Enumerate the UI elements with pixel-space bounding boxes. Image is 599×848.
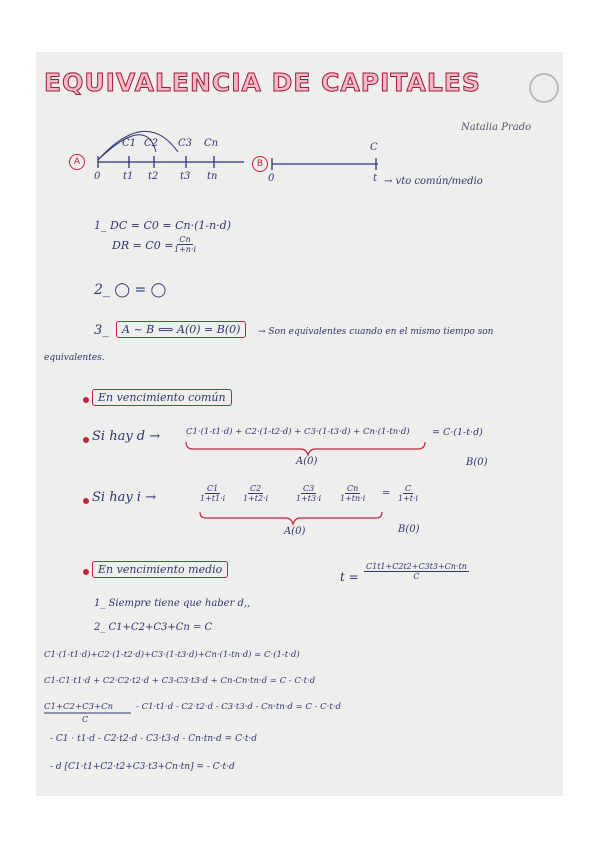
- b0-label-d: B(0): [466, 457, 488, 468]
- i-rhs-equals: =: [382, 488, 391, 499]
- time-tn: tn: [207, 171, 218, 182]
- medio-t-den: C: [413, 572, 420, 581]
- hay-d-expression: C1·(1-t1·d) + C2·(1-t2·d) + C3·(1-t3·d) + Cn·(1-tn·d): [186, 427, 410, 437]
- bullet-medio: [83, 569, 89, 575]
- diagram-a-label: A: [69, 154, 85, 170]
- i-frac3-den: 1+t3·i: [296, 494, 322, 503]
- item3-equivalence-box: A ~ B ⟺ A(0) = B(0): [116, 321, 246, 338]
- medio-t-fraction: [364, 562, 469, 581]
- medio-line7: - d [C1·t1+C2·t2+C3·t3+Cn·tn] = - C·t·d: [50, 762, 235, 772]
- time-t2: t2: [148, 171, 159, 182]
- a0-label-i: A(0): [284, 526, 306, 537]
- brace-a0-i: [200, 512, 382, 524]
- medio-line5-underlined: C1+C2+C3+Cn: [44, 702, 114, 712]
- item2: 2_ ◯ = ◯: [94, 282, 167, 298]
- capital-c1: C1: [122, 138, 137, 149]
- hay-d-rhs: = C·(1-t·d): [432, 427, 483, 438]
- i-fraction-3: [294, 484, 323, 503]
- i-frac3-num: C3: [302, 484, 315, 493]
- medio-t-num: C1t1+C2t2+C3t3+Cn·tn: [366, 562, 467, 571]
- i-fracn-den: 1+tn·i: [340, 494, 366, 503]
- section-vencimiento-comun: En vencimiento común: [92, 389, 232, 406]
- i-rhs-fraction: [396, 484, 420, 503]
- medio-step1: 1_ Siempre tiene que haber d,,: [94, 598, 251, 609]
- capital-cn: Cn: [204, 138, 219, 149]
- vto-note: → vto común/medio: [384, 176, 483, 187]
- i-frac2-den: 1+t2·i: [243, 494, 269, 503]
- i-frac1-num: C1: [206, 484, 219, 493]
- medio-line3: C1·(1-t1·d)+C2·(1-t2·d)+C3·(1-t3·d)+Cn·(1-tn·d) = C·(1-t·d): [44, 650, 300, 660]
- bullet-comun: [83, 397, 89, 403]
- time-b-t: t: [373, 173, 378, 184]
- page-title: EQUIVALENCIA DE CAPITALES: [44, 68, 481, 97]
- hay-i-prefix: Si hay i →: [92, 490, 156, 505]
- dr-denominator: 1+n·i: [174, 245, 197, 254]
- i-fraction-2: [241, 484, 270, 503]
- dr-numerator: Cn: [179, 235, 191, 244]
- hay-d-prefix: Si hay d →: [92, 429, 161, 444]
- i-rhs-num: C: [404, 484, 412, 493]
- section-vencimiento-medio: En vencimiento medio: [92, 561, 228, 578]
- item3-text: → Son equivalentes cuando en el mismo tiempo son: [258, 327, 494, 337]
- capital-c: C: [370, 142, 378, 153]
- bullet-hay-d: [83, 437, 89, 443]
- medio-step2: 2_ C1+C2+C3+Cn = C: [94, 622, 213, 633]
- item1-dc: 1_ DC = C0 = Cn·(1-n·d): [94, 219, 231, 232]
- medio-line4: C1-C1·t1·d + C2·C2·t2·d + C3-C3·t3·d + Cn-Cn·tn·d = C - C·t·d: [44, 676, 316, 686]
- corner-doodle: [530, 74, 558, 102]
- capital-c2: C2: [144, 138, 159, 149]
- medio-line5-c: C: [82, 715, 89, 724]
- time-b-0: 0: [268, 173, 275, 184]
- diagram-b-label: B: [252, 156, 268, 172]
- medio-line5-rest: - C1·t1·d - C2·t2·d - C3·t3·d - Cn·tn·d = C - C·t·d: [136, 702, 341, 712]
- time-t3: t3: [180, 171, 191, 182]
- b0-label-i: B(0): [398, 524, 420, 535]
- brace-a0-d: [186, 442, 425, 455]
- notebook-sheet: [36, 52, 563, 796]
- a0-label-d: A(0): [296, 456, 318, 467]
- medio-t-lhs: t =: [340, 570, 359, 584]
- bullet-hay-i: [83, 498, 89, 504]
- i-fraction-n: [338, 484, 367, 503]
- item3-prefix: 3_: [94, 323, 109, 338]
- i-frac1-den: 1+t1·i: [200, 494, 226, 503]
- i-fracn-num: Cn: [346, 484, 359, 493]
- i-frac2-num: C2: [249, 484, 262, 493]
- item1-dr-fraction: [172, 235, 198, 254]
- item3-text-cont: equivalentes.: [44, 353, 105, 363]
- time-0: 0: [94, 171, 101, 182]
- i-rhs-den: 1+t·i: [398, 494, 419, 503]
- author-signature: Natalia Prado: [461, 122, 532, 133]
- time-t1: t1: [123, 171, 134, 182]
- arc-a-1: [98, 131, 178, 160]
- i-fraction-1: [198, 484, 227, 503]
- capital-c3: C3: [178, 138, 193, 149]
- item1-dr-prefix: DR = C0 =: [112, 239, 174, 252]
- medio-line6: - C1 · t1·d - C2·t2·d - C3·t3·d - Cn·tn·d = C·t·d: [50, 734, 258, 744]
